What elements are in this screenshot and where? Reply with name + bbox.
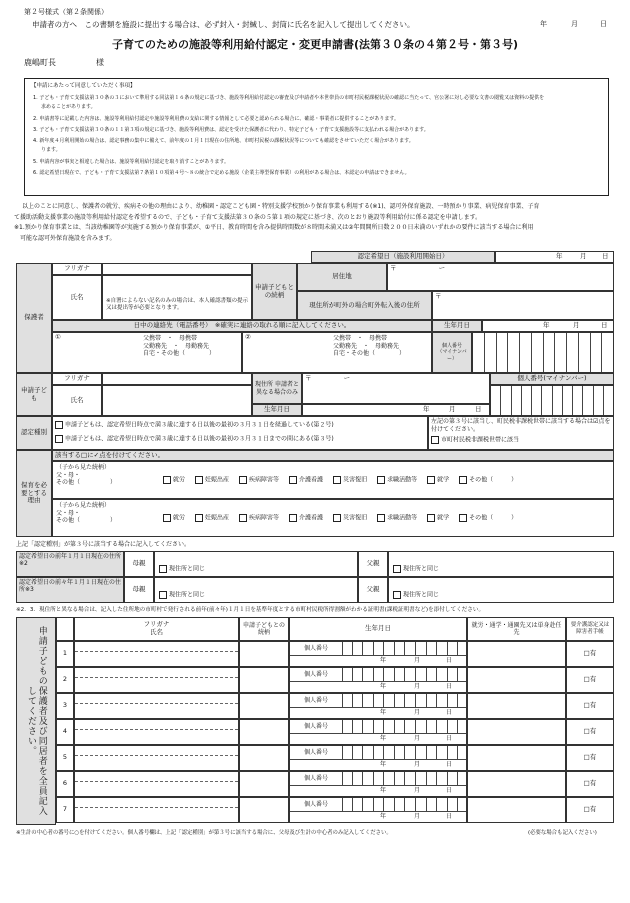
reason-options <box>163 514 517 522</box>
month-label: 月 <box>414 709 421 716</box>
reason-instruction: 該当する□に✓点を付けてください。 <box>52 450 614 461</box>
member-care-checkbox[interactable]: □有 <box>566 745 614 771</box>
page-title: 子育てのための施設等利用給付認定・変更申請書(法第３０条の４第２号・第３号) <box>111 38 519 51</box>
month-label: 月 <box>414 761 421 768</box>
postal-dash: ー <box>438 264 446 272</box>
category-option-2[interactable] <box>55 421 425 429</box>
member-work-input[interactable] <box>467 667 566 693</box>
intro-line: 可能な認可外保育施設を含みます。 <box>14 234 116 242</box>
guardian-section-label: 保護者 <box>16 263 52 373</box>
same-address-checkbox[interactable]: 現住所と同じ <box>393 565 439 573</box>
member-mynumber-input[interactable] <box>342 746 467 760</box>
member-row-number: 1 <box>56 641 74 667</box>
member-birth-cell <box>289 771 467 797</box>
child-name-label: 氏名 <box>52 385 102 416</box>
child-address-label: 現住所 申請者と異なる場合のみ <box>252 373 302 404</box>
category-label: 認定種別 <box>16 416 52 450</box>
contact-2[interactable] <box>242 332 432 373</box>
reason-option[interactable]: 就学 <box>427 476 449 484</box>
header-name: 氏名 <box>150 628 163 636</box>
year-label: 年 <box>380 761 387 768</box>
mynumber-sublabel: （マイナンバー） <box>437 349 467 362</box>
year-label: 年 <box>380 709 387 716</box>
guardian-relation-label: 申請子どもとの続柄 <box>252 263 297 320</box>
member-work-input[interactable] <box>467 771 566 797</box>
member-relation-input[interactable] <box>239 667 289 693</box>
day-label: 日 <box>446 683 453 690</box>
member-work-input[interactable] <box>467 797 566 823</box>
relation-line: （子から見た続柄） <box>56 464 111 471</box>
child-furigana-label: フリガナ <box>52 373 102 385</box>
member-mynumber-label: 個人番号 <box>290 668 343 682</box>
applicant-notice: 申請者の方へ この書類を施設に提出する場合は、必ず封入・封緘し、封筒に氏名を記入して提出してください。 <box>32 20 415 29</box>
header-date: 年 月 日 <box>540 20 607 28</box>
month-label: 月 <box>414 787 421 794</box>
type3-row1-father-label: 父親 <box>358 551 388 577</box>
member-relation-input[interactable] <box>239 797 289 823</box>
member-name-input[interactable] <box>74 641 239 667</box>
day-label: 日 <box>446 709 453 716</box>
guardian-furigana-label: フリガナ <box>52 263 102 275</box>
type3-row2-father-label: 父親 <box>358 577 388 603</box>
consent-items <box>33 95 544 176</box>
child-name-input[interactable] <box>102 385 252 416</box>
consent-item: 6. 認定希望日現在で、子ども・子育て支援法第７条第１０項第４号～８の統合で定める施設（企業主導型保育事業）の利用がある場合は、本認定の申請はできません。 <box>33 169 410 176</box>
day-label: 日 <box>446 657 453 664</box>
reason-options <box>163 476 517 484</box>
year-label: 年 <box>380 813 387 820</box>
members-side-text: 申請子どもの保護者及び同居者を全員記入してください。 <box>26 626 47 816</box>
guardian-furigana-input[interactable] <box>102 263 252 275</box>
member-name-input[interactable] <box>74 745 239 771</box>
same-address-checkbox[interactable]: 現住所と同じ <box>393 591 439 599</box>
consent-item: 3. 子ども・子育て支援法第３０条の１１第３項の規定に基づき、施設等利用費は、認定を受けた保護者に代わり、特定子ども・子育て支援施設等に支払われる場合があります。 <box>33 126 429 133</box>
member-mynumber-input[interactable] <box>342 668 467 682</box>
reason-option[interactable]: 介護看護 <box>289 476 323 484</box>
postal-mark: 〒 <box>435 292 442 300</box>
same-address-checkbox[interactable]: 現住所と同じ <box>159 591 205 599</box>
member-mynumber-input[interactable] <box>342 720 467 734</box>
child-section-label: 申請子ども <box>16 373 52 416</box>
nintei-date-label: 認定希望日（施設利用開始日） <box>311 251 495 263</box>
guardian-address-label: 居住地 <box>297 263 387 291</box>
members-relation-header: 申請子どもとの続柄 <box>239 617 289 641</box>
member-care-checkbox[interactable]: □有 <box>566 641 614 667</box>
consent-item: 1. 子ども・子育て支援法第３０条の３において準用する同法第１６条の規定に基づき、施設等利用給付認定の審査及び申請者や本世帯員の市町村民税課税状況の確認に当たって、官公署に対し必要な文書の閲覧又は資料の提供を <box>33 95 545 101</box>
phone-type: 父携帯 ・ 母携帯 <box>333 335 388 342</box>
member-care-checkbox[interactable]: □有 <box>566 719 614 745</box>
year-label: 年 <box>380 683 387 690</box>
member-name-input[interactable] <box>74 693 239 719</box>
category-options <box>52 416 428 450</box>
member-work-input[interactable] <box>467 641 566 667</box>
reason-option[interactable]: 介護看護 <box>289 514 323 522</box>
relation-line: その他（ ） <box>56 479 117 486</box>
member-mynumber-label: 個人番号 <box>290 772 343 786</box>
members-corner <box>56 617 74 641</box>
consent-item: 2. 申請書等に記載した内容は、施設等利用給付認定や施設等利用費の支給に関する情報として必要と認められる場合に、確認・事業者に提供することがあります。 <box>33 115 399 122</box>
member-care-checkbox[interactable]: □有 <box>566 693 614 719</box>
member-mynumber-label: 個人番号 <box>290 746 343 760</box>
reason-option[interactable]: その他（ ） <box>459 476 517 484</box>
reason-option[interactable]: 妊娠出産 <box>195 514 229 522</box>
month-label: 月 <box>580 252 587 260</box>
relation-line: 父・母・ <box>56 471 81 479</box>
child-birth-input[interactable] <box>302 404 490 416</box>
member-work-input[interactable] <box>467 745 566 771</box>
member-mynumber-label: 個人番号 <box>290 642 343 656</box>
consent-box <box>24 78 609 196</box>
reason-row-1 <box>52 461 614 499</box>
phone-types <box>333 335 405 358</box>
member-care-checkbox[interactable]: □有 <box>566 797 614 823</box>
postal-dash: ー <box>343 374 351 382</box>
current-address-input[interactable] <box>432 291 614 320</box>
year-label: 年 <box>380 735 387 742</box>
guardian-name-input[interactable] <box>102 275 252 320</box>
member-care-checkbox[interactable]: □有 <box>566 667 614 693</box>
member-work-input[interactable] <box>467 693 566 719</box>
year-label: 年 <box>543 321 550 329</box>
current-address-label: 現住所が町外の場合町外転入後の住所 <box>297 291 432 320</box>
day-label: 日 <box>475 405 482 413</box>
month-label: 月 <box>414 735 421 742</box>
mynumber-label: 個人番号 <box>441 343 462 350</box>
relation-line: その他（ ） <box>56 517 117 524</box>
guardian-mynumber-label <box>432 332 472 373</box>
category-note: 左記の第３号に該当し、町民税非課税世帯に該当する場合は☑点を付けてください。 <box>431 418 611 433</box>
type3-row2-mother-label: 母親 <box>124 577 154 603</box>
consent-item: 5. 申請内容が事実と相違した場合は、施設等利用給付認定を取り消すことがあります。 <box>33 158 229 165</box>
member-row-number: 7 <box>56 797 74 823</box>
note-2-3: ※2．3．現住所と異なる場合は、記入した住所地の市町村で発行される前年(前々年)１月１日を基準年度とする市町村民税所得割額がわかる証明書(課税証明書など)を添付してください。 <box>16 607 485 613</box>
member-row-number: 3 <box>56 693 74 719</box>
member-row-number: 5 <box>56 745 74 771</box>
relation-text <box>56 502 116 525</box>
child-address-input[interactable] <box>302 373 490 404</box>
reason-label: 保育を必要とする理由 <box>16 450 52 537</box>
category-option-3[interactable] <box>55 435 425 443</box>
type3-row2-label: 認定希望日の前々年１月１日現在の住所※3 <box>16 577 124 603</box>
consent-item: 求めることがあります。 <box>41 104 96 111</box>
header-furigana: フリガナ <box>143 620 170 629</box>
member-relation-input[interactable] <box>239 641 289 667</box>
contact-number: ② <box>245 333 251 341</box>
year-label: 年 <box>423 405 430 413</box>
members-work-header: 就労・通学・通園先又は単身赴任先 <box>467 617 566 641</box>
consent-item: 4. 新年度４月利用開始の場合は、認定事務の集中に備えて、前年度の１月１日現在の住所地、市町村民税の課税状況等についても確認をさせていただく場合があります。 <box>33 138 414 144</box>
reason-option[interactable]: 求職活動等 <box>377 514 417 522</box>
members-birth-header: 生年月日 <box>289 617 467 641</box>
addressee: 鹿嶋町長 様 <box>24 58 104 67</box>
type3-row1-mother-input[interactable] <box>154 551 358 577</box>
nintei-date-field[interactable] <box>495 251 614 263</box>
guardian-address-input[interactable] <box>387 263 614 291</box>
member-relation-input[interactable] <box>239 771 289 797</box>
member-birth-cell <box>289 719 467 745</box>
day-label: 日 <box>446 787 453 794</box>
member-mynumber-input[interactable] <box>342 798 467 812</box>
footer-note-left: ※生計の中心者の番号に○を付けてください。個人番号欄は、上記「認定種別」が第３号に該当する場合に、父母及び生計の中心者のみ記入してください。 <box>16 830 392 836</box>
members-name-header <box>74 617 239 641</box>
category-option-text: 申請子どもは、認定希望日時点で満３歳に達する日以後の最初の３月３１日を経過している(第２号) <box>65 421 334 429</box>
contact-1[interactable] <box>52 332 242 373</box>
intro-line: ※1.預かり保育事業とは、当該幼稚園等が実施する預かり保育事業が、①平日、教育時間を含み提供時間数が８時間未満又は②年間開所日数２００日未満のいずれかの要件に該当する場合に利用 <box>14 224 534 231</box>
member-relation-input[interactable] <box>239 693 289 719</box>
member-row-number: 6 <box>56 771 74 797</box>
intro-line: 以上のことに同意し、保護者の就労、疾病その他の理由により、幼稚園・認定こども園・特別支援学校預かり保育事業も利用する(※1)、認可外保育施設、一時預かり事業、病児保育事業、子育 <box>22 203 540 210</box>
consent-item: ります。 <box>41 147 61 154</box>
postal-mark: 〒 <box>305 374 312 382</box>
member-work-input[interactable] <box>467 719 566 745</box>
member-relation-input[interactable] <box>239 745 289 771</box>
member-row-number: 4 <box>56 719 74 745</box>
month-label: 月 <box>573 321 580 329</box>
member-mynumber-input[interactable] <box>342 694 467 708</box>
reason-option[interactable]: その他（ ） <box>459 514 517 522</box>
phone-types <box>143 335 215 358</box>
reason-row-2 <box>52 499 614 537</box>
child-furigana-input[interactable] <box>102 373 252 385</box>
relation-line: 父・母・ <box>56 509 81 517</box>
contact-number: ① <box>55 333 61 341</box>
type3-row2-father-input[interactable] <box>388 577 614 603</box>
reason-option[interactable]: 求職活動等 <box>377 476 417 484</box>
member-birth-cell <box>289 667 467 693</box>
footer-note-right: (必要な場合も記入ください) <box>528 830 597 836</box>
type3-row1-father-input[interactable] <box>388 551 614 577</box>
type3-row1-mother-label: 母親 <box>124 551 154 577</box>
reason-option[interactable]: 就労 <box>163 514 185 522</box>
reason-option[interactable]: 妊娠出産 <box>195 476 229 484</box>
members-care-header: 要介護認定又は障害者手帳 <box>566 617 614 641</box>
month-label: 月 <box>414 813 421 820</box>
member-relation-input[interactable] <box>239 719 289 745</box>
year-label: 年 <box>556 252 563 260</box>
phone-type: 自宅・その他（ ） <box>143 350 216 357</box>
intro-line: て援助活動支援事業の施設等利用給付認定を希望するので、子ども・子育て支援法第３０条の５第１項の規定に基づき、次のとおり施設等利用給付に係る認定を申請します。 <box>14 213 482 221</box>
member-birth-cell <box>289 797 467 823</box>
intro-text <box>14 203 614 242</box>
member-mynumber-label: 個人番号 <box>290 798 343 812</box>
relation-text <box>56 464 116 487</box>
day-label: 日 <box>601 321 608 329</box>
guardian-name-label: 氏名 <box>52 275 102 320</box>
guardian-birth-label: 生年月日 <box>432 320 482 332</box>
child-mynumber-label: 個人番号(マイナンバー) <box>490 373 614 385</box>
same-address-checkbox[interactable]: 現住所と同じ <box>159 565 205 573</box>
day-label: 日 <box>446 761 453 768</box>
type3-row1-label: 認定希望日の前年１月１日現在の住所※2 <box>16 551 124 577</box>
reason-option[interactable]: 災害復旧 <box>333 476 367 484</box>
relation-line: （子から見た続柄） <box>56 502 111 509</box>
year-label: 年 <box>380 787 387 794</box>
phone-type: 父勤務先 ・ 母勤務先 <box>143 342 210 350</box>
consent-heading: 【申請にあたって同意していただく事項】 <box>31 83 136 89</box>
child-mynumber-input[interactable] <box>490 385 614 416</box>
reason-option[interactable]: 疾病障害等 <box>239 514 279 522</box>
year-label: 年 <box>380 657 387 664</box>
category-option-text: 申請子どもは、認定希望日時点で満３歳に達する日以後の最初の３月３１日までの間にある(第３号) <box>65 435 334 443</box>
phone-type: 父携帯 ・ 母携帯 <box>143 335 198 342</box>
member-care-checkbox[interactable]: □有 <box>566 771 614 797</box>
type3-row2-mother-input[interactable] <box>154 577 358 603</box>
type3-note: 上記「認定種別」が第３号に該当する場合に記入してください。 <box>16 541 191 548</box>
day-label: 日 <box>446 735 453 742</box>
member-name-input[interactable] <box>74 719 239 745</box>
contact-label: 日中の連絡先（電話番号） ※確実に連絡の取れる順に記入してください。 <box>52 320 432 332</box>
form-number: 第２号様式（第２条関係） <box>24 8 108 16</box>
month-label: 月 <box>414 683 421 690</box>
members-side-label <box>16 617 56 825</box>
member-mynumber-label: 個人番号 <box>290 720 343 734</box>
month-label: 月 <box>449 405 456 413</box>
reason-option[interactable]: 災害復旧 <box>333 514 367 522</box>
guardian-birth-input[interactable] <box>482 320 614 332</box>
member-name-input[interactable] <box>74 771 239 797</box>
member-mynumber-label: 個人番号 <box>290 694 343 708</box>
day-label: 日 <box>602 252 609 260</box>
phone-type: 自宅・その他（ ） <box>333 350 406 357</box>
category-note-box <box>428 416 614 450</box>
non-taxed-text: 市町村民税非課税世帯に該当 <box>441 436 520 444</box>
non-taxed-checkbox[interactable] <box>431 436 611 444</box>
day-label: 日 <box>446 813 453 820</box>
month-label: 月 <box>414 657 421 664</box>
member-birth-cell <box>289 693 467 719</box>
phone-type: 父勤務先 ・ 母勤務先 <box>333 342 400 350</box>
name-note: ※自署によらない記名のみの場合は、本人確認書類の提示又は提出等が必要となります。 <box>106 298 249 311</box>
member-mynumber-input[interactable] <box>342 642 467 656</box>
member-name-input[interactable] <box>74 667 239 693</box>
reason-option[interactable]: 就学 <box>427 514 449 522</box>
postal-mark: 〒 <box>390 264 397 272</box>
member-name-input[interactable] <box>74 797 239 823</box>
member-mynumber-input[interactable] <box>342 772 467 786</box>
member-birth-cell <box>289 745 467 771</box>
reason-option[interactable]: 疾病障害等 <box>239 476 279 484</box>
member-row-number: 2 <box>56 667 74 693</box>
member-birth-cell <box>289 641 467 667</box>
guardian-mynumber-input[interactable] <box>472 332 614 373</box>
reason-option[interactable]: 就労 <box>163 476 185 484</box>
child-birth-label: 生年月日 <box>252 404 302 416</box>
